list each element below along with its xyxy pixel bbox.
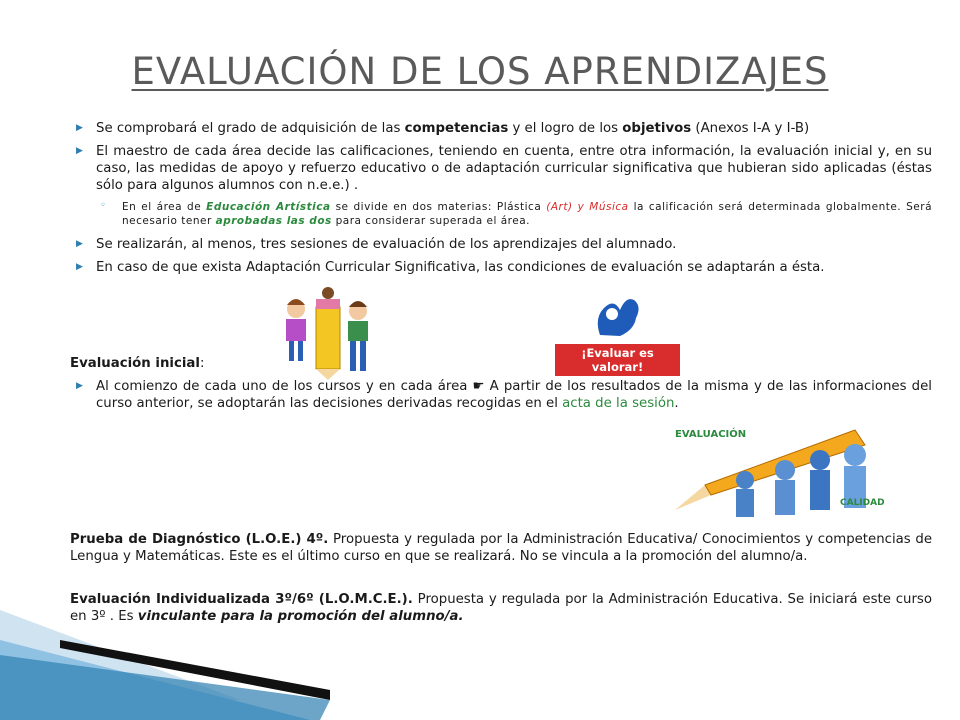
text: (Anexos I-A y I-B)	[691, 121, 810, 136]
bullet-list	[70, 120, 932, 282]
text: En caso de que exista Adaptación Curricular Significativa, las condiciones de evaluación se adaptarán a ésta.	[96, 260, 825, 275]
bullet-calificaciones	[70, 143, 932, 194]
evaluar-valorar-label: ¡Evaluar es valorar!	[555, 344, 680, 376]
acta-sesion-term: acta de la sesión	[562, 396, 675, 411]
art-musica-term: (Art) y Música	[546, 201, 629, 213]
text: Se realizarán, al menos, tres sesiones de evaluación de los aprendizajes del alumnado.	[96, 237, 677, 252]
page-title: EVALUACIÓN DE LOS APRENDIZAJES	[131, 50, 829, 93]
arrow-bullet-icon: ▶	[76, 146, 83, 156]
educacion-artistica-term: Educación Artística	[206, 201, 331, 213]
bullet-competencias	[70, 120, 932, 137]
arrow-bullet-icon: ▶	[76, 123, 83, 133]
competencias-term: competencias	[404, 121, 509, 136]
text: Propuesta y regulada por la Administración Educativa/ Conocimientos y competencias de Lengua y Matemáticas. Este es el último curso en que se realizará. No se vincula a la promoción del alumno/a.	[70, 532, 933, 564]
text: En el área de	[122, 201, 207, 213]
bullet-adaptacion	[70, 259, 932, 276]
bullet-sesiones	[70, 236, 932, 253]
text: Al comienzo de cada uno de los cursos y en cada área ☛ A partir de los resultados de la misma y de las informaciones del curso anterior, se adoptarán las decisiones derivadas recogidas en el	[96, 379, 932, 411]
prueba-heading: Prueba de Diagnóstico (L.O.E.) 4º.	[70, 532, 329, 547]
evaluar-valorar-image	[555, 290, 680, 374]
bullet-evaluacion-inicial	[70, 378, 932, 412]
evaluacion-calidad-image	[665, 415, 925, 525]
text: El maestro de cada área decide las calificaciones, teniendo en cuenta, entre otra información, la evaluación inicial y, en su caso, las medidas de apoyo y refuerzo educativo o de adaptación curricular significativa que hubieran sido aplicadas (éstas sólo para algunos alumnos con n.e.e.) .	[96, 144, 932, 193]
sub-bullet-educacion-artistica	[70, 200, 932, 228]
prueba-diagnostico-paragraph	[70, 531, 932, 565]
text: la calificación será determinada globalmente. Será necesario tener	[122, 201, 932, 227]
text: y el logro de los	[508, 121, 623, 136]
colon: :	[199, 356, 205, 371]
aprobadas-term: aprobadas las dos	[215, 215, 332, 227]
arrow-bullet-icon: ▶	[76, 239, 83, 249]
vinculante-term: vinculante para la promoción del alumno/a.	[137, 609, 464, 624]
text: Se comprobará el grado de adquisición de las	[96, 121, 405, 136]
arrow-bullet-icon: ▶	[76, 262, 83, 272]
text: se divide en dos materias: Plástica	[330, 201, 547, 213]
evaluacion-label: EVALUACIÓN	[675, 429, 747, 440]
hand-ok-icon	[590, 290, 650, 340]
arrow-bullet-icon: ▶	[76, 381, 83, 391]
objetivos-term: objetivos	[622, 121, 692, 136]
evaluacion-individualizada-paragraph	[70, 591, 932, 625]
text: .	[674, 396, 679, 411]
calidad-label: CALIDAD	[840, 498, 885, 508]
text: Propuesta y regulada por la Administración Educativa. Se iniciará este curso en 3º . Es	[70, 592, 932, 624]
circle-bullet-icon: ◦	[100, 200, 107, 211]
heading-text: Evaluación inicial	[70, 356, 200, 371]
individualizada-heading: Evaluación Individualizada 3º/6º (L.O.M.C.E.).	[70, 592, 413, 607]
text: para considerar superada el área.	[331, 215, 530, 227]
evaluacion-inicial-heading	[70, 355, 932, 372]
